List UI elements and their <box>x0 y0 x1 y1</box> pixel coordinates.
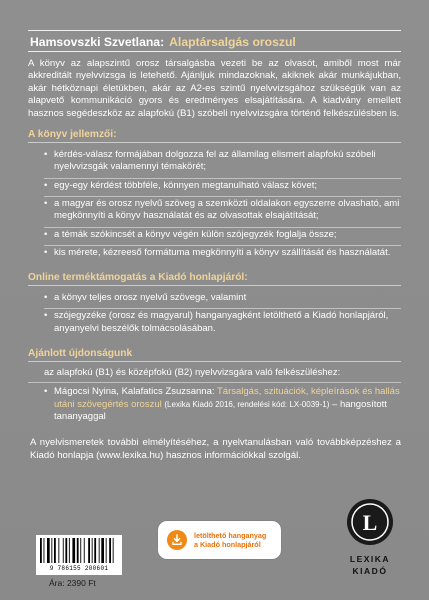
bullet: • <box>44 292 48 304</box>
list-item <box>44 148 401 179</box>
features-rule <box>28 142 401 143</box>
content-area <box>28 30 401 472</box>
book-title: Alaptársalgás oroszul <box>169 35 296 49</box>
recommend-intro: az alapfokú (B1) és középfokú (B2) nyelvvizsgára való felkészüléshez: <box>44 367 341 378</box>
author-name: Hamsovszki Szvetlana: <box>30 35 165 49</box>
bullet: • <box>44 386 48 398</box>
list-item <box>44 228 401 246</box>
recommend-heading: Ajánlott újdonságunk <box>28 348 133 359</box>
bullet: • <box>44 228 48 240</box>
online-rule <box>28 285 401 286</box>
publisher-name-2: KIADÓ <box>352 566 388 576</box>
recommended-meta: (Lexika Kiadó 2016, rendelési kód: LX-0039-1) <box>164 399 330 409</box>
list-item-text: kérdés-válasz formájában dolgozza fel az államilag elismert alapfokú szóbeli nyelvvizsgák valamennyi témakörét; <box>54 149 376 173</box>
features-heading: A könyv jellemzői: <box>28 129 117 141</box>
list-item-text: a könyv teljes orosz nyelvű szövege, valamint <box>54 292 247 304</box>
list-item-text: egy-egy kérdést többféle, könnyen megtanulható válasz követ; <box>54 179 317 191</box>
list-item <box>44 291 401 309</box>
bullet: • <box>44 197 48 209</box>
price: Ára: 2390 Ft <box>49 578 96 588</box>
download-line-2: a Kiadó honlapjáról <box>194 540 261 549</box>
logo-letter: L <box>362 510 378 535</box>
online-list <box>28 291 401 339</box>
list-item <box>44 246 401 263</box>
intro-paragraph: A könyv az alapszintű orosz társalgásba vezeti be az olvasót, amiből most már akkreditált nyelvvizsga is letehető. Ajánljuk mindazoknak, akiknek akár munkájukban, akár hétköznapi életükben, akár az A2-es szintű nyelvvizsgához szükségük van az alapvető kommunikáció gyors és eredményes elsajátítására. A kiadvány emellett hasznos segédeszköz az alapfokú (B1) szóbeli nyelvvizsgára történő felkészülésben is. <box>28 58 401 119</box>
bullet: • <box>44 179 48 191</box>
title-rule <box>28 51 401 52</box>
recommended-book <box>28 382 401 423</box>
list-item-text: szójegyzéke (orosz és magyarul) hanganyagként letölthető a Kiadó honlapjáról, anyanyelvi beszélők tolmácsolásában. <box>54 310 389 334</box>
download-badge <box>158 521 281 559</box>
download-icon <box>167 530 187 550</box>
list-item-text: a magyar és orosz nyelvű szöveg a szemközti oldalakon egyszerre olvasható, ami megkönnyíti a könyv használatát és az olvasottak elsajátítását; <box>54 197 400 222</box>
bullet: • <box>44 246 48 258</box>
barcode-bars <box>36 535 122 565</box>
online-heading: Online terméktámogatás a Kiadó honlapjáról: <box>28 272 248 284</box>
bullet: • <box>44 310 48 322</box>
publisher-logo <box>344 494 396 586</box>
list-item-text: a témák szókincsét a könyv végén külön szójegyzék foglalja össze; <box>54 228 337 240</box>
barcode-number: 9 786155 200601 <box>49 565 109 572</box>
top-rule <box>28 30 401 31</box>
download-line-1: letölthető hanganyag <box>194 530 267 540</box>
title-row <box>28 31 401 51</box>
recommend-rule <box>28 361 401 362</box>
recommended-title: Társalgás, szituációk, képleírások és hallás utáni szövegértés oroszul <box>54 386 400 410</box>
download-text <box>194 531 266 550</box>
list-item <box>44 179 401 197</box>
closing-paragraph: A nyelvismeretek további elmélyítéséhez, a nyelvtanulásban való továbbképzéshez a Kiadó honlapja (www.lexika.hu) hasznos információkkal szolgál. <box>30 437 401 461</box>
publisher-name-1: LEXIKA <box>349 554 391 564</box>
recommended-authors: Mágocsi Nyina, Kalafatics Zsuzsanna: <box>54 386 215 398</box>
list-item-text: kis mérete, kézreeső formátuma megkönnyíti a könyv szállítását és használatát. <box>54 246 391 258</box>
bullet: • <box>44 149 48 161</box>
recommended-tail: – hangosított tananyaggal <box>54 398 387 422</box>
features-list <box>28 148 401 263</box>
list-item <box>44 197 401 228</box>
list-item <box>44 309 401 339</box>
